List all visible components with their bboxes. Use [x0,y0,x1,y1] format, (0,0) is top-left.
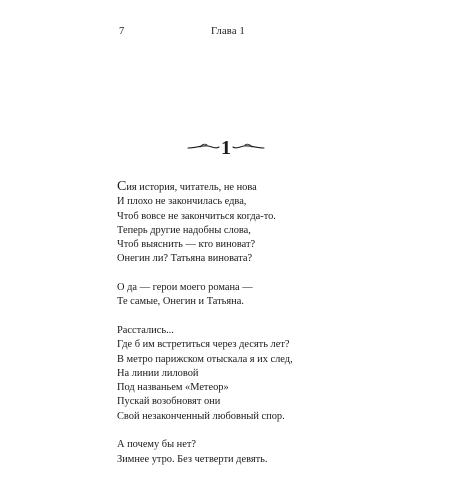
poem-line: О да — герои моего романа — [117,282,253,294]
poem-line: Пускай возобновят они [117,396,221,408]
poem-line: Где б им встретиться через десять лет? [117,339,290,351]
poem-line: Расстались... [117,324,174,336]
chapter-ornament [186,134,266,160]
poem-line: Зимнее утро. Без четверти девять. [117,453,268,465]
stanza [117,324,357,424]
poem-line-text: ия история, читатель, не нова [126,182,257,193]
poem-line: Чтоб вовсе не закончиться когда-то. [117,210,276,222]
stanza [117,281,357,310]
running-title: Глава 1 [211,26,245,37]
poem-line: Свой незаконченный любовный спор. [117,410,285,422]
poem-line: А почему бы нет? [117,439,196,451]
poem-line: Чтоб выяснить — кто виноват? [117,239,256,251]
stanza [117,438,357,467]
right-flourish [233,146,264,148]
poem-line: Теперь другие надобны слова, [117,224,251,236]
poem-body [117,181,357,481]
poem-line: И плохо не закончилась едва, [117,196,247,208]
poem-line: Те самые, Онегин и Татьяна. [117,296,244,308]
chapter-heading [0,134,452,160]
poem-line: Онегин ли? Татьяна виновата? [117,253,253,265]
stanza [117,181,357,267]
page-header [119,26,337,40]
left-flourish [188,146,219,148]
drop-cap: С [117,179,127,194]
page-number: 7 [119,26,125,37]
poem-line: В метро парижском отыскала я их след, [117,353,293,365]
chapter-number: 1 [221,137,231,159]
poem-line: На линии лиловой [117,367,199,379]
poem-line: Под названьем «Метеор» [117,382,229,394]
poem-line [117,181,357,195]
